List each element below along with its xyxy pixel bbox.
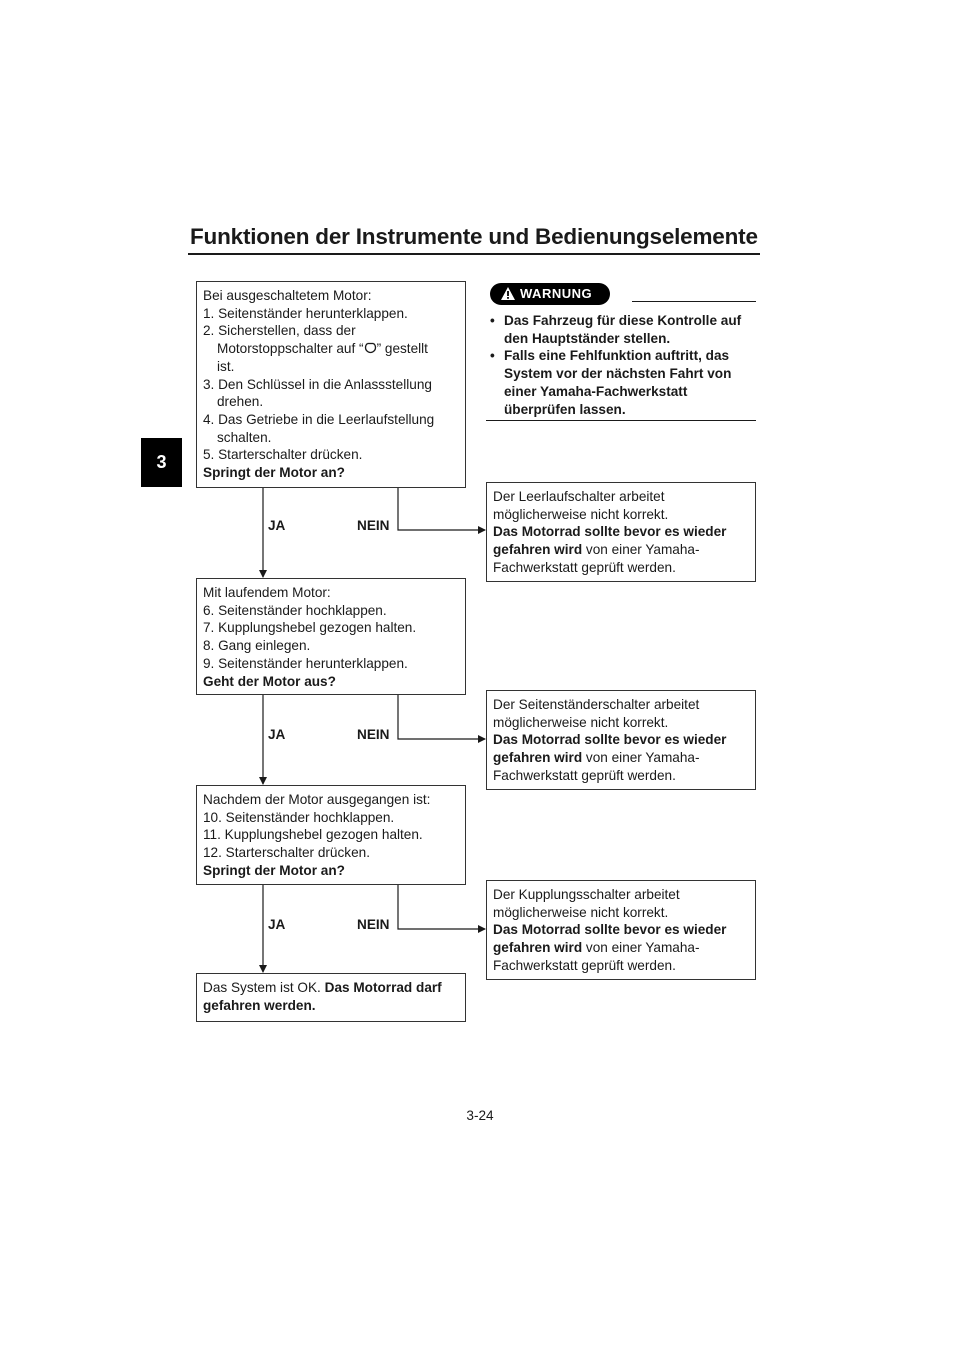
box2-question: Geht der Motor aus? (203, 673, 336, 689)
step-box-3 (196, 785, 466, 885)
box1-line-1: 1. Seitenständer herunterklappen. (203, 305, 408, 321)
box1-line-3b: ” gestellt (376, 341, 428, 357)
box1-line-3 (203, 340, 459, 358)
result2-bold: Das Motorrad sollte bevor es wieder gefahren wird (493, 732, 727, 766)
result2-line1: Der Seitenständerschalter arbeitet (493, 697, 700, 712)
warning-label: WARNUNG (520, 286, 593, 301)
box3-line-2: 11. Kupplungshebel gezogen halten. (203, 827, 423, 843)
result3-line2: möglicherweise nicht korrekt. (493, 904, 669, 920)
box2-line-3: 8. Gang einlegen. (203, 638, 311, 654)
box1-line-3a: Motorstoppschalter auf “ (217, 341, 364, 357)
box1-line-10: 5. Starterschalter drücken. (203, 447, 363, 463)
warning-badge (490, 283, 610, 305)
result3-line1: Der Kupplungsschalter arbeitet (493, 887, 680, 902)
result1-bold: Das Motorrad sollte bevor es wieder gefahren wird (493, 524, 727, 558)
page-title: Funktionen der Instrumente und Bedienungselemente (190, 224, 758, 249)
box1-line-9: schalten. (217, 429, 272, 445)
box4-plain: Das System ist OK. (203, 980, 321, 995)
box1-line-5: ist. (217, 358, 235, 374)
step-box-4 (196, 973, 466, 1022)
warning-triangle-icon (500, 286, 516, 301)
box2-line-1: 6. Seitenständer hochklappen. (203, 602, 387, 618)
no-connector-3 (398, 884, 485, 929)
chapter-tab: 3 (141, 438, 182, 487)
result1-line2: möglicherweise nicht korrekt. (493, 506, 669, 522)
box1-line-6: 3. Den Schlüssel in die Anlassstellung (203, 376, 432, 392)
result1-note (493, 523, 749, 576)
no-label-2: NEIN (357, 727, 390, 742)
box1-line-7: drehen. (217, 394, 264, 410)
box3-line-3: 12. Starterschalter drücken. (203, 845, 370, 861)
result-box-1 (486, 482, 756, 582)
box4-bold: Das Motorrad darf gefahren werden. (203, 980, 442, 1013)
result2-note (493, 731, 749, 784)
no-label-1: NEIN (357, 518, 390, 533)
yes-label-1: JA (268, 518, 286, 533)
warning-list (490, 312, 752, 418)
result3-note (493, 921, 749, 974)
box3-question: Springt der Motor an? (203, 862, 345, 878)
warning-rule (632, 301, 756, 302)
box1-line-2: 2. Sicherstellen, dass der (203, 323, 356, 339)
warning-item: • Das Fahrzeug für diese Kontrolle auf den Hauptständer stellen. (490, 312, 752, 347)
no-connector-2 (398, 694, 485, 739)
box1-line-0: Bei ausgeschaltetem Motor: (203, 288, 372, 303)
box4-text (203, 979, 459, 1014)
box1-question: Springt der Motor an? (203, 465, 345, 481)
result3-rest: von einer Yamaha-Fachwerkstatt geprüft werden. (493, 940, 700, 973)
box2-line-4: 9. Seitenständer herunterklappen. (203, 655, 408, 671)
result-box-2 (486, 690, 756, 790)
warning-item: • Falls eine Fehlfunktion auftritt, das System vor der nächsten Fahrt von einer Yamaha-Fachwerkstatt überprüfen lassen. (490, 347, 752, 418)
yes-label-2: JA (268, 727, 286, 742)
engine-run-symbol-icon (364, 341, 377, 355)
no-connector-1 (398, 487, 485, 530)
box3-line-1: 10. Seitenständer hochklappen. (203, 809, 395, 825)
box1-line-8: 4. Das Getriebe in die Leerlaufstellung (203, 411, 435, 427)
step-box-1 (196, 281, 466, 488)
no-label-3: NEIN (357, 917, 390, 932)
warning-header (490, 283, 610, 305)
result1-line1: Der Leerlaufschalter arbeitet (493, 489, 665, 504)
box3-line-0: Nachdem der Motor ausgegangen ist: (203, 792, 431, 807)
result2-rest: von einer Yamaha-Fachwerkstatt geprüft werden. (493, 750, 700, 783)
result2-line2: möglicherweise nicht korrekt. (493, 714, 669, 730)
step-box-2 (196, 578, 466, 695)
result1-rest: von einer Yamaha-Fachwerkstatt geprüft werden. (493, 542, 700, 575)
result3-bold: Das Motorrad sollte bevor es wieder gefahren wird (493, 922, 727, 956)
box2-line-2: 7. Kupplungshebel gezogen halten. (203, 620, 417, 636)
yes-label-3: JA (268, 917, 286, 932)
box2-line-0: Mit laufendem Motor: (203, 585, 331, 600)
page-number: 3-24 (466, 1108, 494, 1123)
result-box-3 (486, 880, 756, 980)
warning-bottom-rule (486, 420, 756, 421)
